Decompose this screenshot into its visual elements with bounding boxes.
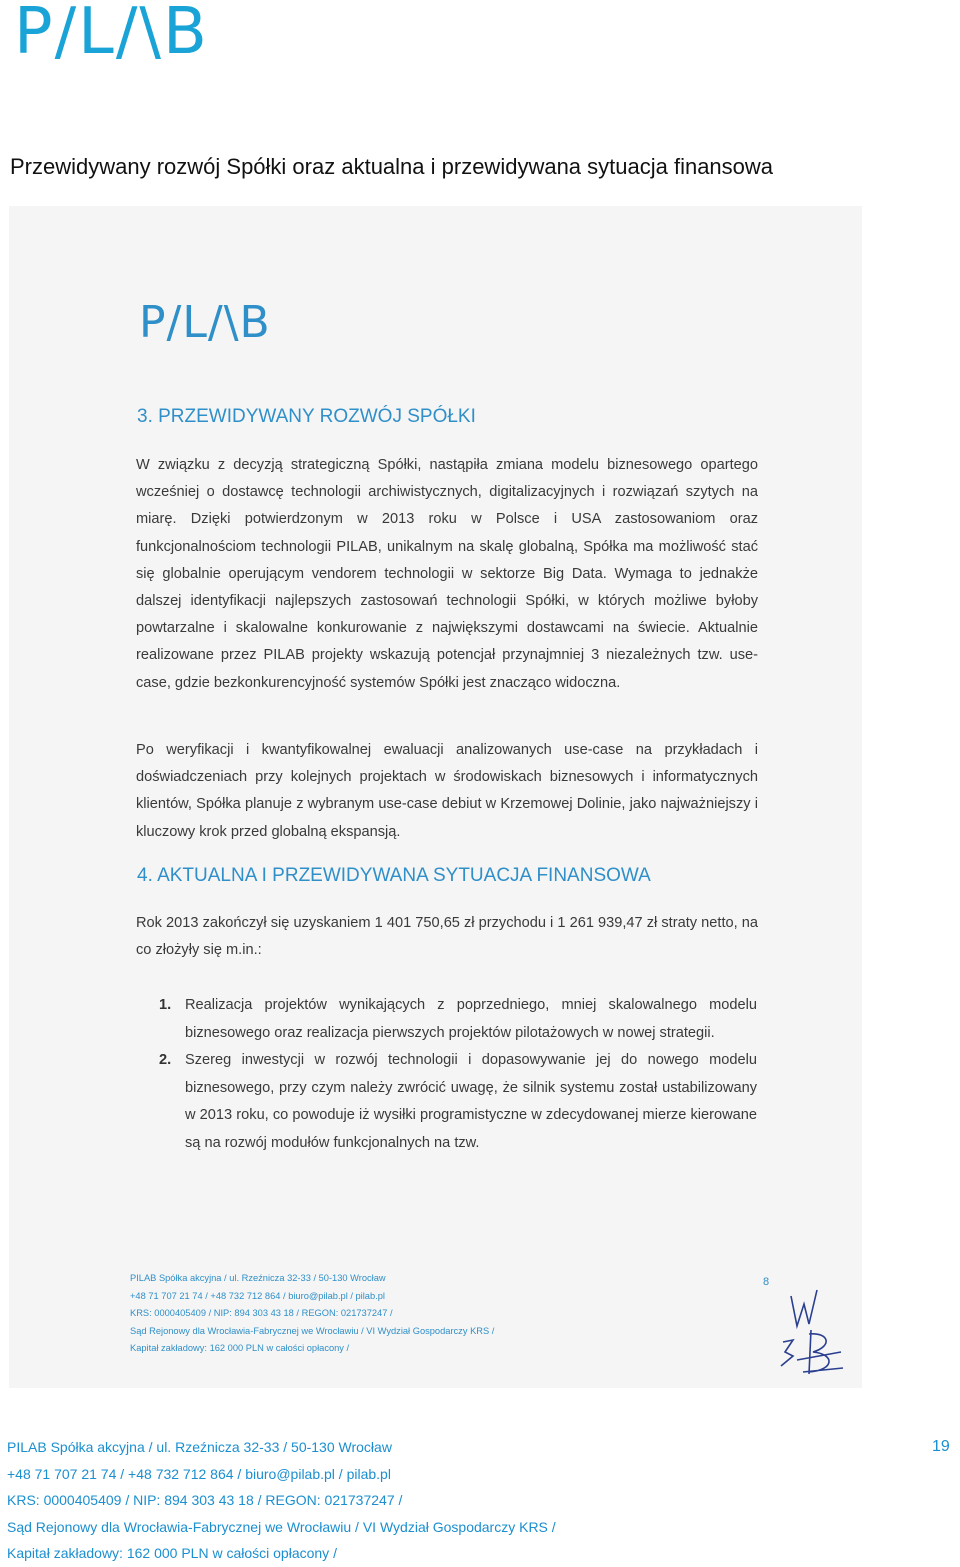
list-item-text: Szereg inwestycji w rozwój technologii i dopasowywanie jej do nowego modelu biznesowego, przy czym należy zwrócić uwagę, że silnik systemu został ustabilizowany w 2013 roku, co powoduje iż wysiłki programistyczne w zdecydowanej mierze kierowane są na rozwój modułów funkcjonalnych na tzw. — [185, 1052, 757, 1151]
scanned-footer-line: Sąd Rejonowy dla Wrocławia-Fabrycznej we Wrocławiu / VI Wydział Gospodarczy KRS / — [130, 1325, 495, 1336]
handwritten-signature — [769, 1282, 849, 1382]
scanned-footer-line: PILAB Spółka akcyjna / ul. Rzeźnicza 32-33 / 50-130 Wrocław — [130, 1273, 386, 1283]
footer-line: KRS: 0000405409 / NIP: 894 303 43 18 / REGON: 021737247 / — [7, 1492, 403, 1508]
financial-factors-list — [137, 992, 757, 1157]
section-3-paragraph-2: Po weryfikacji i kwantyfikowalnej ewaluacji analizowanych use-case na przykładach i doświadczeniach przy kolejnych projektach w środowiskach biznesowych i informatycznych klientów, Spółka planuje z wybranym use-case debiut w Krzemowej Dolinie, jako najważniejszy i kluczowy krok przed globalną ekspansją. — [136, 742, 758, 840]
scanned-footer-line: Kapitał zakładowy: 162 000 PLN w całości opłacony / — [130, 1343, 350, 1354]
scanned-footer — [130, 1270, 494, 1358]
scanned-footer-line: KRS: 0000405409 / NIP: 894 303 43 18 / REGON: 021737247 / — [130, 1308, 393, 1319]
section-3-title: 3. PRZEWIDYWANY ROZWÓJ SPÓŁKI — [137, 406, 476, 427]
scanned-page — [9, 206, 862, 1388]
section-4-title: 4. AKTUALNA I PRZEWIDYWANA SYTUACJA FINANSOWA — [137, 865, 651, 886]
page-title: Przewidywany rozwój Spółki oraz aktualna i przewidywana sytuacja finansowa — [10, 154, 774, 179]
scanned-page-number: 8 — [763, 1276, 770, 1288]
pilab-logo: P/L/\B — [14, 0, 209, 69]
list-item-text: Realizacja projektów wynikających z poprzedniego, mniej skalowalnego modelu biznesowego oraz realizacja pierwszych projektów pilotażowych w nowej strategii. — [185, 997, 757, 1041]
footer-line: Sąd Rejonowy dla Wrocławia-Fabrycznej we Wrocławiu / VI Wydział Gospodarczy KRS / — [7, 1518, 556, 1535]
section-3-paragraph-1: W związku z decyzją strategiczną Spółki, nastąpiła zmiana modelu biznesowego opartego wcześniej o dostawcę technologii archiwistycznych, digitalizacyjnych i rozwiązań szytych na miarę. Dzięki potwierdzonym w 2013 roku w Polsce i USA zastosowaniom oraz funkcjonalnościom technologii PILAB, unikalnym na skalę globalną, Spółka ma możliwość stać się globalnie operującym vendorem technologii w sektorze Big Data. Wymaga to jednakże dalszej identyfikacji najlepszych zastosowań technologii Spółki, w których możliwe byłoby powtarzalne i skalowalne konkurowanie z największymi dostawcami na świecie. Aktualnie realizowane przez PILAB projekty wskazują potencjał przynajmniej 3 niezależnych tzw. use-case, gdzie bezkonkurencyjność systemów Spółki jest znacząco widoczna. — [136, 457, 758, 691]
page-footer — [7, 1434, 556, 1567]
list-item — [137, 1047, 757, 1157]
footer-line: PILAB Spółka akcyjna / ul. Rzeźnicza 32-33 / 50-130 Wrocław — [7, 1439, 392, 1455]
list-item — [137, 992, 757, 1047]
section-4-paragraph: Rok 2013 zakończył się uzyskaniem 1 401 750,65 zł przychodu i 1 261 939,47 zł straty netto, na co złożyły się m.in.: — [136, 915, 758, 959]
scanned-pilab-logo: P/L/\B — [139, 297, 271, 348]
footer-line: Kapitał zakładowy: 162 000 PLN w całości opłacony / — [7, 1545, 337, 1561]
list-number: 2. — [159, 1052, 172, 1068]
list-number: 1. — [159, 997, 172, 1013]
scanned-footer-line: +48 71 707 21 74 / +48 732 712 864 / biuro@pilab.pl / pilab.pl — [130, 1290, 385, 1301]
footer-line: +48 71 707 21 74 / +48 732 712 864 / biuro@pilab.pl / pilab.pl — [7, 1465, 391, 1482]
page-number: 19 — [932, 1438, 950, 1455]
